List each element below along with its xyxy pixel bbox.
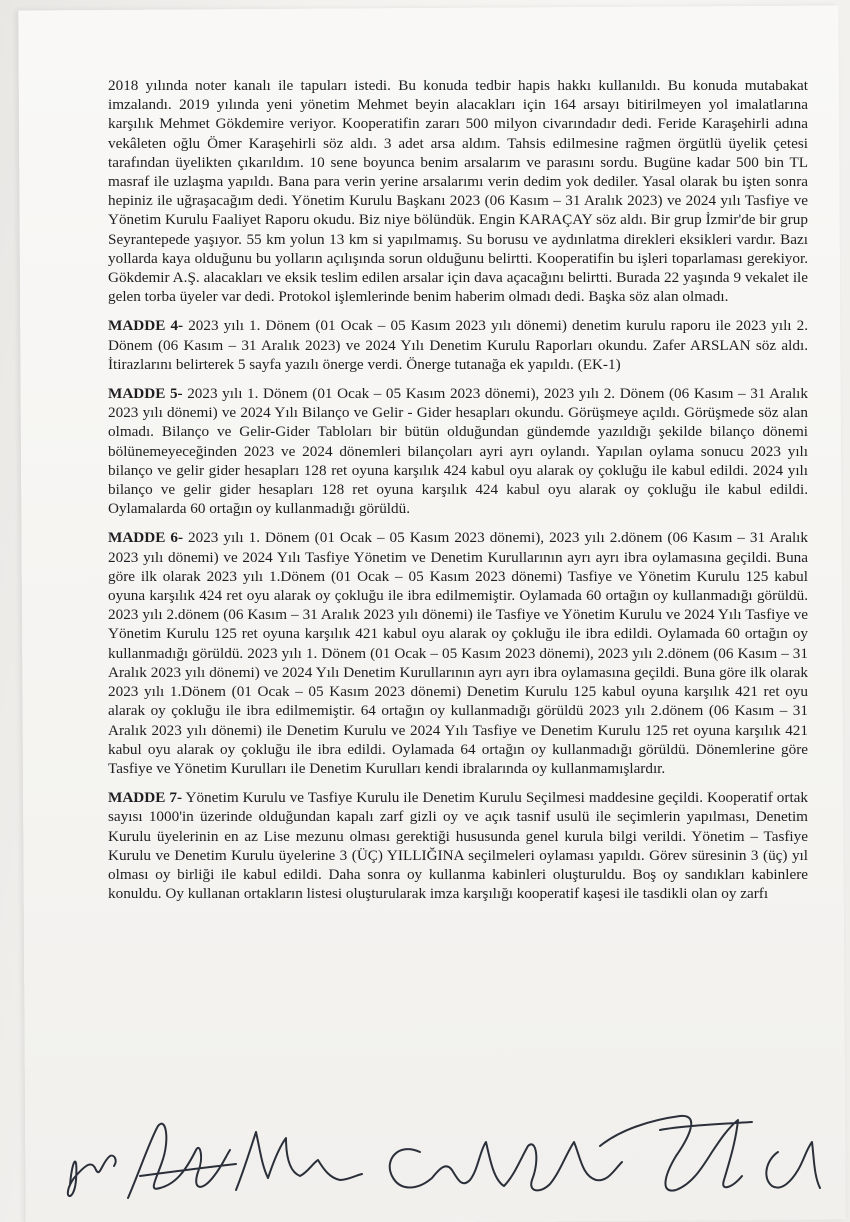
- madde-6-text: 2023 yılı 1. Dönem (01 Ocak – 05 Kasım 2023 dönemi), 2023 yılı 2.dönem (06 Kasım – 31 Aralık 2023 yılı dönemi) ve 2024 Yılı Tasfiye Yönetim ve Denetim Kurullarının ayrı ayrı ibra oylamasına geçildi. Buna göre ilk olarak 2023 yılı 1.Dönem (01 Ocak – 05 Kasım 2023 dönemi) Tasfiye ve Yönetim Kurulu 125 kabul oyuna karşılık 424 ret oyu alarak oy çokluğu ile ibra edilmemiştir. Oylamada 60 ortağın oy kullanmadığı görüldü. 2023 yılı 2.dönem (06 Kasım – 31 Aralık 2023 yılı dönemi) ile Tasfiye ve Yönetim Kurulu ve 2024 Yılı Tasfiye ve Yönetim Kurulu 125 ret oyuna karşılık 421 kabul oyu alarak oy çokluğu ile ibra edildi. Oylamada 60 ortağın oy kullanmadığı görüldü. 2023 yılı 1. Dönem (01 Ocak – 05 Kasım 2023 dönemi), 2023 yılı 2.dönem (06 Kasım – 31 Aralık 2023 yılı dönemi) ve 2024 Yılı Denetim Kurullarının ayrı ayrı ibra oylamasına geçildi. Buna göre ilk olarak 2023 yılı 1.Dönem (01 Ocak – 05 Kasım 2023 dönemi) Denetim Kurulu 125 kabul oyuna karşılık 421 ret oyu alarak oy çokluğu ile ibra edilmemiştir. 64 ortağın oy kullanmadığı görüldü 2023 yılı 2.dönem (06 Kasım – 31 Aralık 2023 yılı dönemi) ile Denetim Kurulu ve 2024 Yılı Tasfiye ve Denetim Kurulu 125 ret oyuna karşılık 421 kabul oyu alarak oy çokluğu ile ibra edildi. Oylamada 64 ortağın oy kullanmadığı görüldü. Dönemlerine göre Tasfiye ve Yönetim Kurulları ile Denetim Kurulları kendi ibralarında oy kullanmamışlardır.: [108, 529, 808, 777]
- madde-4-text: 2023 yılı 1. Dönem (01 Ocak – 05 Kasım 2023 yılı dönemi) denetim kurulu raporu ile 2023 yılı 2. Dönem (06 Kasım – 31 Aralık 2023) ve 2024 Yılı Denetim Kurulu Raporları okundu. Zafer ARSLAN söz aldı. İtirazlarını belirterek 5 sayfa yazılı önerge verdi. Önerge tutanağa ek yapıldı. (EK-1): [108, 317, 808, 373]
- signature-4: [390, 1142, 622, 1190]
- intro-paragraph: 2018 yılında noter kanalı ile tapuları istedi. Bu konuda tedbir hapis hakkı kullanıldı. Bu konuda mutabakat imzalandı. 2019 yılında yeni yönetim Mehmet beyin alacakları için 164 arsayı bitirilmeyen yol imalatlarına karşılık Mehmet Gökdemire veriyor. Kooperatifin zararı 500 milyon civarındadır dedi. Feride Karaşehirli adına vekâleten oğlu Ömer Karaşehirli söz aldı. 3 adet arsa aldım. Tahsis edilmesine rağmen örgütlü üyelik çetesi tarafından üyelikten çıkarıldım. 10 sene boyunca benim arsalarım ve parasını sordu. Bugüne kadar 500 bin TL masraf ile uzlaşma yapıldı. Bana para verin yerine arsalarımı verin dedim yok dediler. Yasal olarak bu işten sonra hepiniz ile uğraşacağım dedi. Yönetim Kurulu Başkanı 2023 (06 Kasım – 31 Aralık 2023) ve 2024 yılı Tasfiye ve Yönetim Kurulu Faaliyet Raporu okudu. Biz niye bölündük. Engin KARAÇAY söz aldı. Bir grup İzmir'de bir grup Seyrantepede yaşıyor. 55 km yolun 13 km si yapılmamış. Su borusu ve aydınlatma direkleri eksikleri vardır. Bazı yollarda kaya olduğunu bu yolların açılışında sorun olduğunu belirtti. Kooperatifin bu işleri toparlaması gerekiyor. Gökdemir A.Ş. alacakları ve eksik teslim edilen arsalar için dava açacağını belirtti. Burada 22 yaşında 9 vekalet ile gelen torba üyeler var dedi. Protokol işlemlerinde benim haberim olmadı dedi. Başka söz alan olmadı.: [108, 77, 808, 306]
- madde-5-text: 2023 yılı 1. Dönem (01 Ocak – 05 Kasım 2023 dönemi), 2023 yılı 2. Dönem (06 Kasım – 31 Aralık 2023 yılı dönemi) ve 2024 Yılı Bilanço ve Gelir - Gider hesapları okundu. Görüşmeye açıldı. Görüşmede söz alan olmadı. Bilanço ve Gelir-Gider Tabloları bir bütün olduğundan gündemde yazıldığı şekilde bilanço dönemi bölünemeyeceğinden 2023 ve 2024 dönemleri bilançoları ayri ayrı oylandı. Yapılan oylama sonucu 2023 yılı bilanço ve gelir gider hesapları 128 ret oyuna karşılık 424 kabul oyu alarak oy çokluğu ile kabul edildi. 2024 yılı bilanço ve gelir gider hesapları 128 ret oyuna karşılık 424 kabul oyu alarak oy çokluğu ile kabul edildi. Oylamalarda 60 ortağın oy kullanmadığı görüldü.: [108, 385, 808, 518]
- madde-6-label: MADDE 6-: [108, 529, 184, 547]
- signature-6: [766, 1142, 820, 1188]
- madde-6-paragraph: [108, 528, 808, 778]
- madde-7-text: Yönetim Kurulu ve Tasfiye Kurulu ile Denetim Kurulu Seçilmesi maddesine geçildi. Kooperatif ortak sayısı 1000'in üzerinde olduğundan kapalı zarf gizli oy ve açık tasnif usulü ile seçimlerin yapılması, Denetim Kurulu üyelerinin en az Lise mezunu olması gerektiği hususunda genel kurula bilgi verildi. Yönetim – Tasfiye Kurulu ve Denetim Kurulu üyelerine 3 (ÜÇ) YILLIĞINA seçilmeleri oylaması yapıldı. Görev süresinin 3 (üç) yıl olması oy birliği ile kabul edildi. Daha sonra oy kullanma kabinleri oluşturuldu. Boş oy sandıkları kabinlere konuldu. Oy kullanan ortakların listesi oluşturularak imza karşılığı kooperatif kaşesi ile tasdikli olan oy zarfı: [108, 789, 809, 903]
- madde-7-paragraph: [108, 788, 808, 903]
- madde-7-label: MADDE 7-: [108, 789, 183, 807]
- signature-2: [128, 1124, 236, 1198]
- signature-5: [600, 1116, 752, 1191]
- signature-1: [68, 1156, 116, 1196]
- document-body: [108, 76, 808, 913]
- madde-4-paragraph: [108, 316, 808, 374]
- madde-4-label: MADDE 4-: [108, 317, 184, 335]
- signature-3: [236, 1132, 362, 1190]
- madde-5-label: MADDE 5-: [108, 385, 183, 403]
- madde-5-paragraph: [108, 384, 808, 518]
- signature-area: [0, 1080, 850, 1222]
